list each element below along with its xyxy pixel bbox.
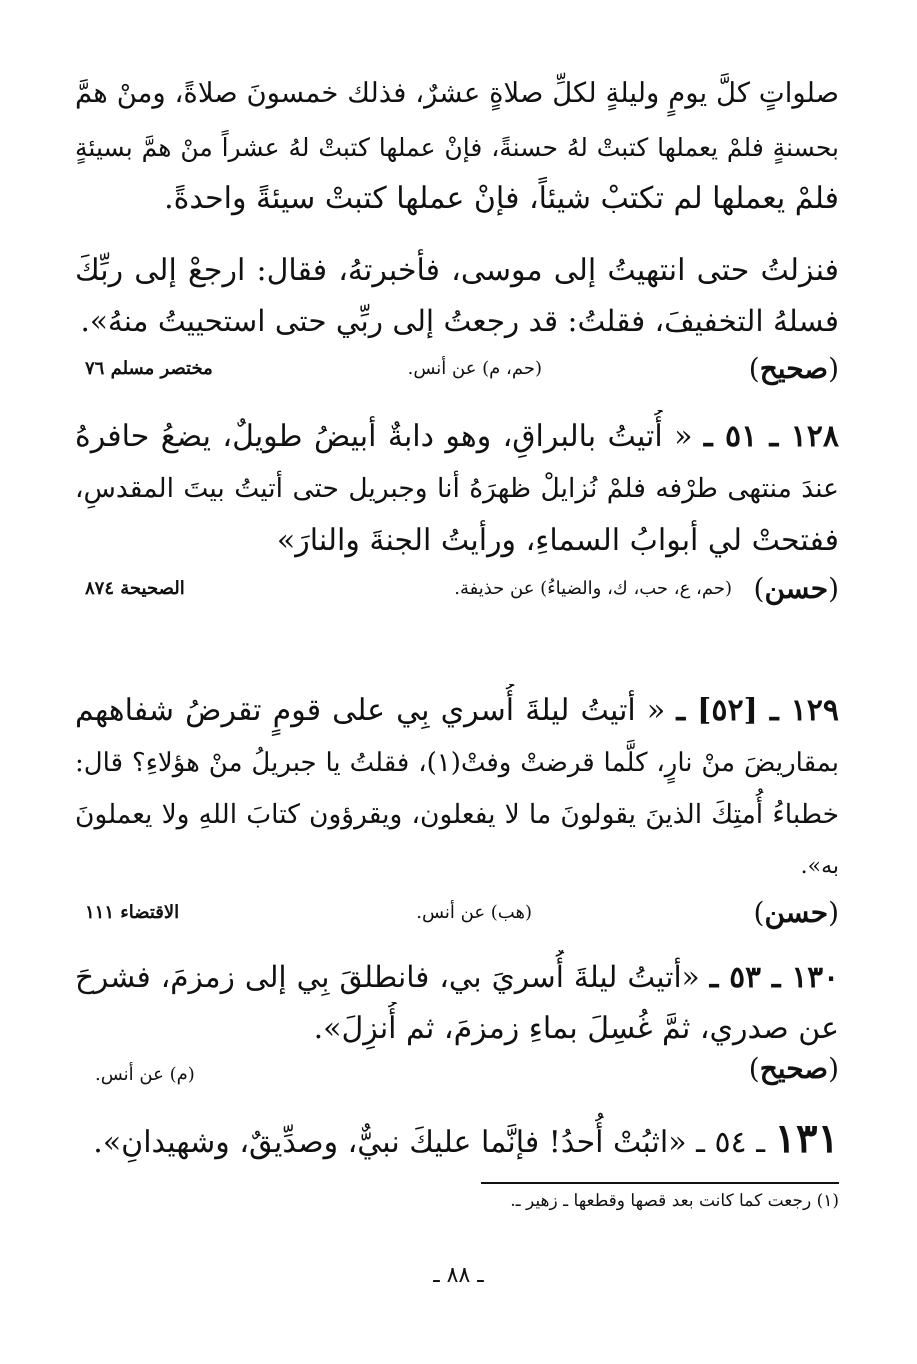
text-line: فسلهُ التخفيفَ، فقلتُ: قد رجعتُ إلى ربِّي حتى استحييتُ منهُ». bbox=[80, 304, 839, 338]
hadith-grade: (صحيح) bbox=[748, 1052, 839, 1085]
footnote: (١) رجعت كما كانت بعد قصها وقطعها ـ زهير ـ. bbox=[510, 1191, 839, 1211]
hadith-number: ١٣١ bbox=[774, 1115, 839, 1162]
hadith-grade: (حسن) bbox=[753, 572, 839, 605]
hadith-grade: (صحيح) bbox=[748, 352, 839, 385]
hadith-line: خطباءُ أُمتِكَ الذينَ يقولونَ ما لا يفعلون، ويقرؤون كتابَ اللهِ ولا يعملونَ bbox=[75, 799, 839, 830]
hadith-line: ١٢٩ ـ [٥٢] ـ « أتيتُ ليلةَ أُسري بِي على قومٍ تقرضُ شفاههم bbox=[75, 693, 839, 728]
hadith-number: ١٢٨ ـ ٥١ ـ bbox=[703, 419, 839, 454]
hadith-line: بمقاريضَ منْ نارٍ، كلَّما قرضتْ وفتْ(١)، فقلتُ يا جبريلُ منْ هؤلاءِ؟ قال: bbox=[75, 748, 839, 778]
hadith-source: (حم، م) عن أنس. bbox=[407, 358, 542, 379]
hadith-reference: الاقتضاء ١١١ bbox=[85, 902, 180, 923]
text-line: فنزلتُ حتى انتهيتُ إلى موسى، فأخبرتهُ، فقال: ارجعْ إلى ربِّكَ bbox=[75, 253, 839, 288]
hadith-line: عن صدري، ثمَّ غُسِلَ بماءِ زمزمَ، ثم أُنزِلَ». bbox=[313, 1011, 839, 1046]
footnote-separator bbox=[481, 1182, 839, 1184]
hadith-line: به». bbox=[800, 854, 839, 879]
hadith-source: (م) عن أنس. bbox=[95, 1064, 195, 1085]
page-number: ـ ٨٨ ـ bbox=[433, 1263, 484, 1288]
hadith-source: (حم، ع، حب، ك، والضياءُ) عن حذيفة. bbox=[454, 578, 732, 599]
hadith-line: عندَ منتهى طرْفه فلمْ نُزايلْ ظهرَهُ أنا وجبريل حتى أتيتُ بيتَ المقدسِ، bbox=[75, 473, 839, 504]
text-line: فلمْ يعملها لم تكتبْ شيئاً، فإنْ عملها كتبتْ سيئةً واحدةً. bbox=[164, 181, 839, 216]
hadith-grade: (حسن) bbox=[753, 896, 839, 929]
text-line: صلواتٍ كلَّ يومٍ وليلةٍ لكلِّ صلاةٍ عشرٌ، فذلك خمسونَ صلاةً، ومنْ همَّ bbox=[75, 77, 839, 109]
hadith-number: ١٣٠ ـ ٥٣ ـ bbox=[709, 959, 839, 994]
hadith-line: ١٣١ ـ ٥٤ ـ «اثبُتْ أُحدُ! فإنَّما عليكَ نبيٌّ، وصدِّيقٌ، وشهيدانِ». bbox=[93, 1115, 839, 1162]
hadith-reference: الصحيحة ٨٧٤ bbox=[85, 578, 185, 599]
hadith-line: ١٢٨ ـ ٥١ ـ « أُتيتُ بالبراقِ، وهو دابةٌ أبيضُ طويلٌ، يضعُ حافرهُ bbox=[75, 419, 839, 454]
hadith-line: ١٣٠ ـ ٥٣ ـ «أتيتُ ليلةَ أُسريَ بي، فانطلقَ بِي إلى زمزمَ، فشرحَ bbox=[75, 959, 839, 994]
hadith-line: ففتحتْ لي أبوابُ السماءِ، ورأيتُ الجنةَ والنارَ» bbox=[276, 523, 839, 558]
hadith-source: (هب) عن أنس. bbox=[416, 902, 532, 923]
hadith-reference: مختصر مسلم ٧٦ bbox=[85, 358, 213, 379]
hadith-number: ١٢٩ ـ [٥٢] ـ bbox=[676, 693, 839, 728]
text-line: بحسنةٍ فلمْ يعملها كتبتْ لهُ حسنةً، فإنْ عملها كتبتْ لهُ عشراً منْ همَّ بسيئةٍ bbox=[75, 133, 839, 162]
